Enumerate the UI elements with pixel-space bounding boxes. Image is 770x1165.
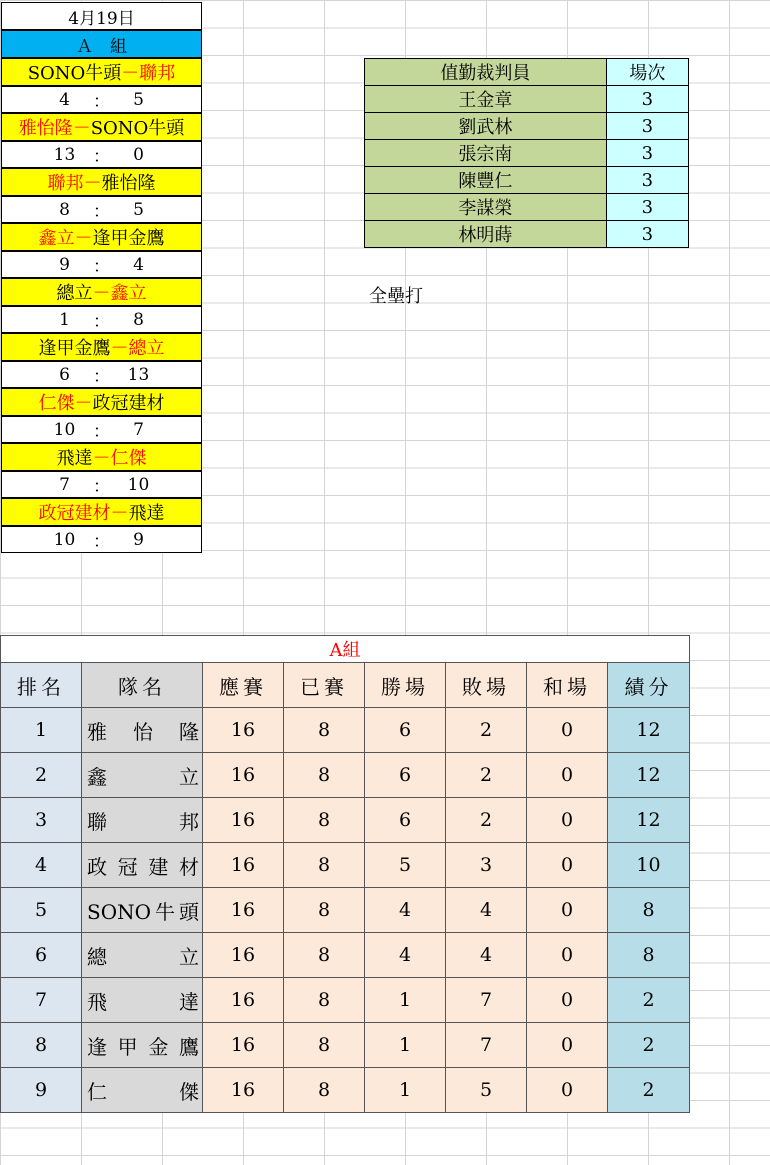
score-away: 7: [133, 419, 144, 440]
standings-row: [1, 753, 690, 798]
match-home-team: 政冠建材: [38, 503, 111, 524]
cell-tied: 0: [527, 843, 608, 888]
referee-games: 3: [606, 86, 688, 113]
standings-row: [1, 843, 690, 888]
header-points: 績分: [608, 663, 690, 708]
cell-points: 8: [608, 933, 690, 978]
match-score: [1, 86, 202, 113]
cell-scheduled: 16: [203, 1023, 284, 1068]
header-scheduled: 應賽: [203, 663, 284, 708]
referee-games: 3: [606, 167, 688, 194]
cell-won: 6: [365, 753, 446, 798]
cell-rank: 7: [1, 978, 82, 1023]
cell-lost: 4: [446, 933, 527, 978]
cell-played: 8: [284, 1068, 365, 1113]
cell-scheduled: 16: [203, 798, 284, 843]
cell-lost: 2: [446, 708, 527, 753]
match-separator: －: [74, 228, 93, 249]
cell-rank: 4: [1, 843, 82, 888]
cell-won: 5: [365, 843, 446, 888]
cell-lost: 4: [446, 888, 527, 933]
referee-games: 3: [606, 221, 688, 248]
match-teams: [1, 113, 202, 141]
cell-tied: 0: [527, 1068, 608, 1113]
cell-scheduled: 16: [203, 1068, 284, 1113]
match-separator: －: [110, 338, 129, 359]
score-away: 9: [133, 529, 144, 550]
standings-row: [1, 888, 690, 933]
match-home-team: 聯邦: [47, 173, 84, 194]
header-rank: 排名: [1, 663, 82, 708]
cell-tied: 0: [527, 753, 608, 798]
cell-played: 8: [284, 978, 365, 1023]
standings-row: [1, 1023, 690, 1068]
referee-games: 3: [606, 113, 688, 140]
score-home: 7: [59, 474, 70, 495]
cell-won: 6: [365, 708, 446, 753]
cell-tied: 0: [527, 978, 608, 1023]
match-away-team: 逢甲金鷹: [92, 228, 165, 249]
cell-played: 8: [284, 843, 365, 888]
cell-tied: 0: [527, 798, 608, 843]
score-away: 0: [133, 144, 144, 165]
cell-played: 8: [284, 933, 365, 978]
cell-rank: 6: [1, 933, 82, 978]
match-away-team: 飛達: [128, 503, 165, 524]
cell-points: 2: [608, 978, 690, 1023]
standings-row: [1, 798, 690, 843]
referee-row: [365, 113, 689, 140]
match-away-team: 鑫立: [110, 283, 147, 304]
match-separator: －: [92, 283, 111, 304]
score-colon: ：: [93, 367, 110, 387]
cell-played: 8: [284, 798, 365, 843]
match-separator: －: [110, 503, 129, 524]
referee-games: 3: [606, 140, 688, 167]
match-home-team: SONO牛頭: [27, 63, 122, 84]
match-away-team: 仁傑: [110, 448, 147, 469]
cell-won: 1: [365, 1068, 446, 1113]
header-played: 已賽: [284, 663, 365, 708]
score-colon: ：: [93, 532, 110, 552]
match-away-team: 總立: [128, 338, 165, 359]
cell-points: 12: [608, 753, 690, 798]
match-separator: －: [83, 173, 102, 194]
cell-rank: 1: [1, 708, 82, 753]
score-colon: ：: [93, 202, 110, 222]
match-score: [1, 306, 202, 333]
match-teams: [1, 58, 202, 86]
cell-played: 8: [284, 888, 365, 933]
cell-lost: 2: [446, 753, 527, 798]
score-home: 4: [59, 89, 70, 110]
match-separator: －: [72, 118, 91, 139]
cell-lost: 3: [446, 843, 527, 888]
referee-table: [364, 58, 689, 248]
score-home: 10: [53, 419, 76, 440]
schedule-date: 4月19日: [1, 2, 202, 30]
referee-name: 林明蒔: [365, 221, 607, 248]
referee-row: [365, 140, 689, 167]
score-away: 5: [133, 89, 144, 110]
cell-rank: 8: [1, 1023, 82, 1068]
standings-row: [1, 708, 690, 753]
cell-tied: 0: [527, 708, 608, 753]
match-teams: [1, 498, 202, 526]
score-away: 13: [127, 364, 150, 385]
match-score: [1, 526, 202, 553]
referee-games: 3: [606, 194, 688, 221]
match-home-team: 鑫立: [38, 228, 75, 249]
score-home: 13: [53, 144, 76, 165]
cell-tied: 0: [527, 1023, 608, 1068]
cell-scheduled: 16: [203, 978, 284, 1023]
match-separator: －: [74, 393, 93, 414]
standings-row: [1, 978, 690, 1023]
cell-team: 總立: [82, 933, 203, 978]
standings-table: [0, 635, 690, 1113]
schedule-group-label: Ａ 組: [1, 30, 202, 58]
cell-won: 6: [365, 798, 446, 843]
cell-tied: 0: [527, 933, 608, 978]
cell-rank: 2: [1, 753, 82, 798]
cell-team: SONO牛頭: [82, 888, 203, 933]
cell-lost: 5: [446, 1068, 527, 1113]
match-teams: [1, 168, 202, 196]
referee-row: [365, 194, 689, 221]
home-run-label: 全壘打: [369, 286, 423, 307]
referee-name: 王金章: [365, 86, 607, 113]
cell-team: 飛達: [82, 978, 203, 1023]
cell-points: 2: [608, 1068, 690, 1113]
cell-lost: 7: [446, 978, 527, 1023]
cell-points: 10: [608, 843, 690, 888]
cell-points: 12: [608, 708, 690, 753]
referee-name: 李謀榮: [365, 194, 607, 221]
match-score: [1, 416, 202, 443]
cell-team: 仁傑: [82, 1068, 203, 1113]
match-away-team: SONO牛頭: [90, 118, 185, 139]
match-away-team: 聯邦: [139, 63, 176, 84]
cell-scheduled: 16: [203, 933, 284, 978]
cell-won: 4: [365, 933, 446, 978]
score-away: 10: [127, 474, 150, 495]
score-colon: ：: [93, 257, 110, 277]
cell-played: 8: [284, 708, 365, 753]
score-home: 9: [59, 254, 70, 275]
match-away-team: 雅怡隆: [101, 173, 156, 194]
score-colon: ：: [93, 147, 110, 167]
match-score: [1, 196, 202, 223]
match-separator: －: [92, 448, 111, 469]
cell-team: 逢甲金鷹: [82, 1023, 203, 1068]
match-away-team: 政冠建材: [92, 393, 165, 414]
score-home: 10: [53, 529, 76, 550]
match-separator: －: [121, 63, 140, 84]
match-teams: [1, 223, 202, 251]
header-team: 隊名: [82, 663, 203, 708]
score-home: 1: [59, 309, 70, 330]
header-tied: 和場: [527, 663, 608, 708]
cell-points: 2: [608, 1023, 690, 1068]
score-colon: ：: [93, 312, 110, 332]
cell-played: 8: [284, 1023, 365, 1068]
cell-tied: 0: [527, 888, 608, 933]
score-away: 8: [133, 309, 144, 330]
referee-name: 劉武林: [365, 113, 607, 140]
cell-won: 4: [365, 888, 446, 933]
referee-name: 陳豐仁: [365, 167, 607, 194]
match-home-team: 逢甲金鷹: [38, 338, 111, 359]
standings-header-row: [1, 663, 690, 708]
score-away: 4: [133, 254, 144, 275]
referee-games-header: 場次: [606, 59, 688, 86]
cell-lost: 2: [446, 798, 527, 843]
match-score: [1, 471, 202, 498]
match-score: [1, 251, 202, 278]
referee-header-row: [365, 59, 689, 86]
referee-name-header: 值勤裁判員: [365, 59, 607, 86]
cell-team: 雅怡隆: [82, 708, 203, 753]
referee-row: [365, 221, 689, 248]
score-home: 8: [59, 199, 70, 220]
cell-team: 政冠建材: [82, 843, 203, 888]
cell-lost: 7: [446, 1023, 527, 1068]
standings-row: [1, 1068, 690, 1113]
match-teams: [1, 388, 202, 416]
score-colon: ：: [93, 477, 110, 497]
cell-rank: 3: [1, 798, 82, 843]
score-away: 5: [133, 199, 144, 220]
match-home-team: 總立: [56, 283, 93, 304]
standings-title: A組: [1, 636, 690, 663]
header-lost: 敗場: [446, 663, 527, 708]
match-home-team: 仁傑: [38, 393, 75, 414]
cell-rank: 9: [1, 1068, 82, 1113]
referee-row: [365, 86, 689, 113]
cell-team: 聯邦: [82, 798, 203, 843]
match-teams: [1, 278, 202, 306]
match-score: [1, 361, 202, 388]
standings-row: [1, 933, 690, 978]
match-score: [1, 141, 202, 168]
cell-scheduled: 16: [203, 888, 284, 933]
cell-points: 12: [608, 798, 690, 843]
cell-rank: 5: [1, 888, 82, 933]
score-colon: ：: [93, 92, 110, 112]
referee-name: 張宗南: [365, 140, 607, 167]
header-won: 勝場: [365, 663, 446, 708]
score-colon: ：: [93, 422, 110, 442]
cell-points: 8: [608, 888, 690, 933]
cell-team: 鑫立: [82, 753, 203, 798]
referee-row: [365, 167, 689, 194]
match-teams: [1, 333, 202, 361]
cell-played: 8: [284, 753, 365, 798]
cell-won: 1: [365, 978, 446, 1023]
cell-scheduled: 16: [203, 708, 284, 753]
match-home-team: 飛達: [56, 448, 93, 469]
cell-scheduled: 16: [203, 753, 284, 798]
match-teams: [1, 443, 202, 471]
match-home-team: 雅怡隆: [18, 118, 73, 139]
cell-won: 1: [365, 1023, 446, 1068]
cell-scheduled: 16: [203, 843, 284, 888]
score-home: 6: [59, 364, 70, 385]
